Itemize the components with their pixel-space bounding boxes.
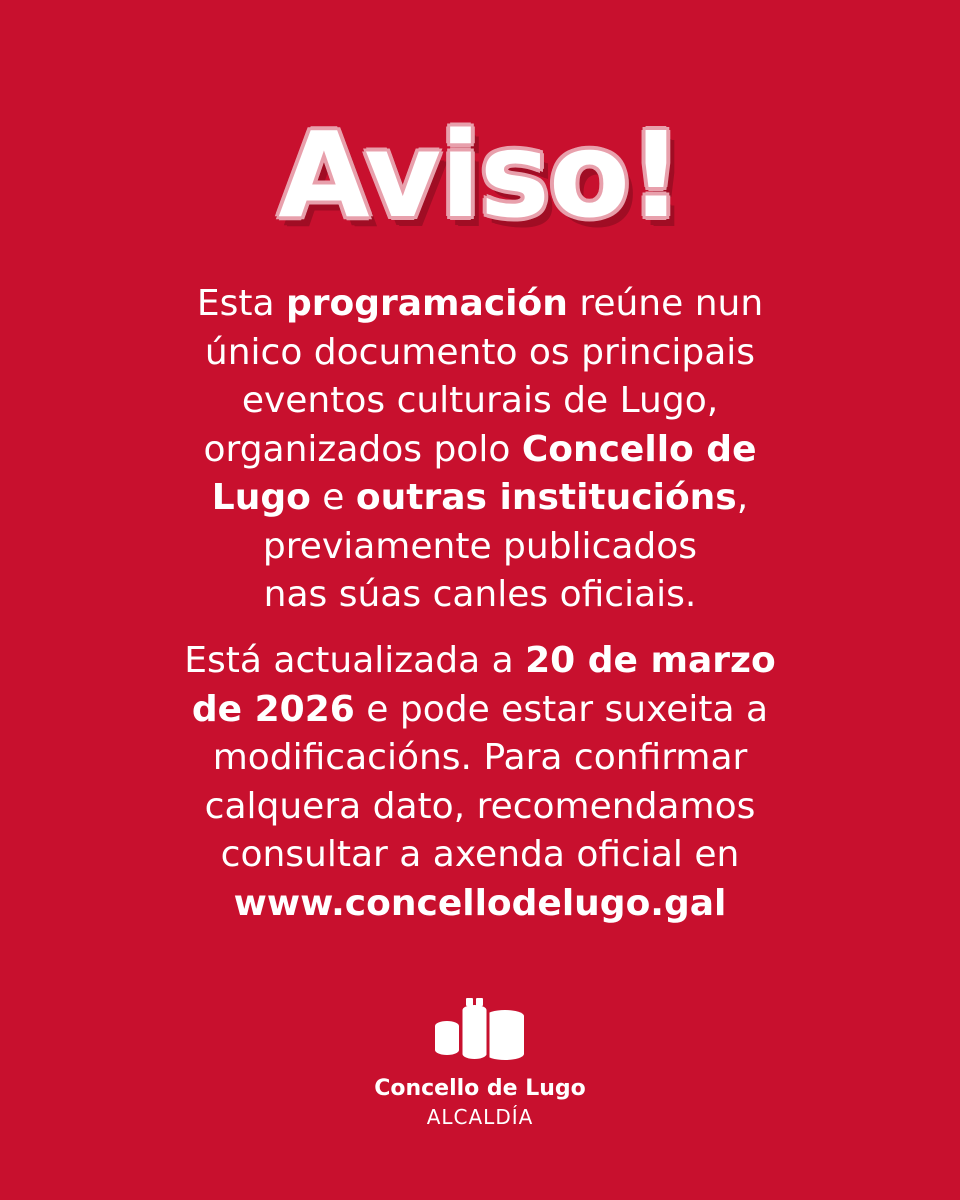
logo-subtitle: ALCALDÍA bbox=[426, 1105, 534, 1129]
text-line: consultar a axenda oficial en bbox=[220, 834, 740, 875]
page-title: Aviso! bbox=[278, 106, 682, 244]
text-line: nas súas canles oficiais. bbox=[263, 574, 697, 615]
text-line: Está actualizada a 20 de marzo bbox=[184, 640, 776, 681]
text-line: previamente publicados bbox=[262, 525, 698, 567]
update-paragraph bbox=[60, 637, 900, 928]
text-line: de 2026 e pode estar suxeita a bbox=[191, 688, 769, 730]
concello-logo bbox=[0, 990, 960, 1129]
logo-name: Concello de Lugo bbox=[374, 1076, 586, 1101]
text-line: Esta programación reúne nun bbox=[196, 283, 764, 324]
text-line: único documento os principais bbox=[204, 331, 756, 373]
intro-paragraph bbox=[60, 280, 900, 620]
text-line: eventos culturais de Lugo, bbox=[241, 380, 719, 421]
text-line: Lugo e outras institucións, bbox=[211, 477, 749, 518]
text-line: modificacións. Para confirmar bbox=[212, 737, 748, 778]
city-wall-towers-icon bbox=[433, 990, 527, 1062]
website-link[interactable]: www.concellodelugo.gal bbox=[233, 882, 727, 924]
text-line: organizados polo Concello de bbox=[203, 428, 757, 470]
text-line: calquera dato, recomendamos bbox=[204, 785, 756, 827]
